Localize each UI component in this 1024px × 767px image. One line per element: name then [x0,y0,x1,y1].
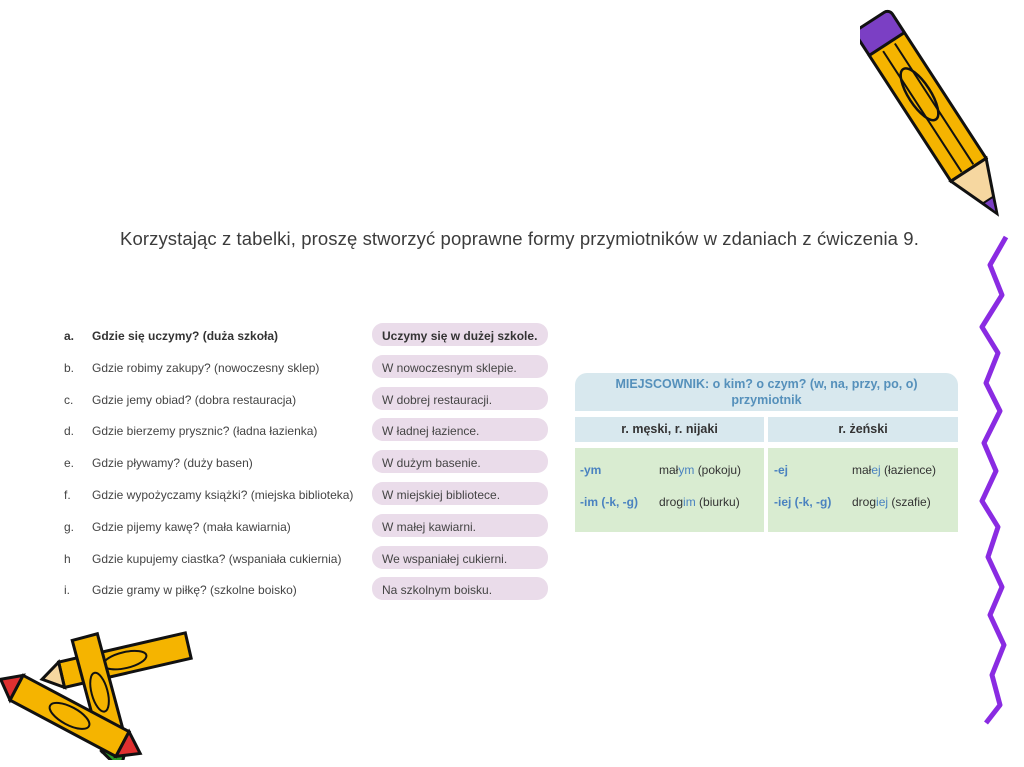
exercise-question: Gdzie robimy zakupy? (nowoczesny sklep) [92,360,320,375]
exercise-answer: W nowoczesnym sklepie. [372,355,548,378]
example-noun: (łazience) [884,463,937,477]
exercise-question: Gdzie wypożyczamy książki? (miejska biblioteka) [92,487,354,502]
example-noun: (szafie) [891,495,931,509]
exercise-letter: i. [64,583,70,598]
exercise-letter: c. [64,392,74,407]
grammar-title-line2: przymiotnik [731,393,802,407]
column-header-masculine: r. męski, r. nijaki [575,417,764,442]
exercise-row-g [64,511,564,543]
exercise-letter: h [64,551,71,566]
pencil-icon [860,0,1010,245]
exercise-answer: W ładnej łazience. [372,418,548,441]
example-stem: mał [852,463,872,477]
masculine-ending: -im (-k, -g) [580,495,638,509]
column-header-feminine: r. żeński [768,417,958,442]
exercise-letter: b. [64,360,75,375]
exercise-row-i [64,574,564,606]
instruction-text: Korzystając z tabelki, proszę stworzyć poprawne formy przymiotników w zdaniach z ćwiczenia 9. [120,228,919,249]
example-noun: (biurku) [699,495,740,509]
exercise-answer: W dobrej restauracji. [372,387,548,410]
masculine-example [659,463,741,477]
feminine-example [852,495,931,509]
example-suffix: ym [678,463,695,477]
exercise-question: Gdzie pijemy kawę? (mała kawiarnia) [92,519,291,534]
exercise-answer: Na szkolnym boisku. [372,577,548,600]
grammar-table [575,373,958,533]
exercise-row-e [64,447,564,479]
exercise-letter: a. [64,329,75,343]
exercise-answer: Uczymy się w dużej szkole. [372,323,548,346]
masculine-example [659,495,740,509]
squiggle-line [968,235,1018,725]
feminine-ending: -iej (-k, -g) [774,495,832,509]
exercise-row-b [64,352,564,384]
example-stem: drog [852,495,877,509]
masculine-ending: -ym [580,463,602,477]
example-suffix: ej [871,463,881,477]
exercise-list [64,320,564,606]
exercise-row-a [64,320,564,352]
example-stem: mał [659,463,679,477]
example-suffix: im [683,495,696,509]
feminine-ending: -ej [774,463,789,477]
exercise-question: Gdzie bierzemy prysznic? (ładna łazienka) [92,424,318,439]
exercise-letter: f. [64,487,71,502]
example-suffix: iej [876,495,889,509]
grammar-table-header [575,373,958,411]
exercise-question: Gdzie pływamy? (duży basen) [92,456,253,471]
exercise-letter: d. [64,424,75,439]
exercise-answer: W dużym basenie. [372,450,548,473]
feminine-example [852,463,936,477]
example-stem: drog [659,495,684,509]
exercise-row-d [64,415,564,447]
exercise-answer: W małej kawiarni. [372,514,548,537]
example-noun: (pokoju) [697,463,742,477]
exercise-question: Gdzie jemy obiad? (dobra restauracja) [92,392,297,407]
exercise-letter: e. [64,456,75,471]
feminine-column-body [768,448,958,532]
exercise-answer: W miejskiej bibliotece. [372,482,548,505]
exercise-question: Gdzie gramy w piłkę? (szkolne boisko) [92,583,297,598]
exercise-row-h [64,543,564,575]
exercise-question: Gdzie kupujemy ciastka? (wspaniała cukiernia) [92,551,342,566]
exercise-question: Gdzie się uczymy? (duża szkoła) [92,329,279,343]
exercise-row-c [64,384,564,416]
masculine-column-body [575,448,764,532]
grammar-title-line1: MIEJSCOWNIK: o kim? o czym? (w, na, przy, po, o) [615,377,918,391]
exercise-letter: g. [64,519,75,534]
exercise-answer: We wspaniałej cukierni. [372,546,548,569]
exercise-row-f [64,479,564,511]
crayons-icon [0,620,205,760]
